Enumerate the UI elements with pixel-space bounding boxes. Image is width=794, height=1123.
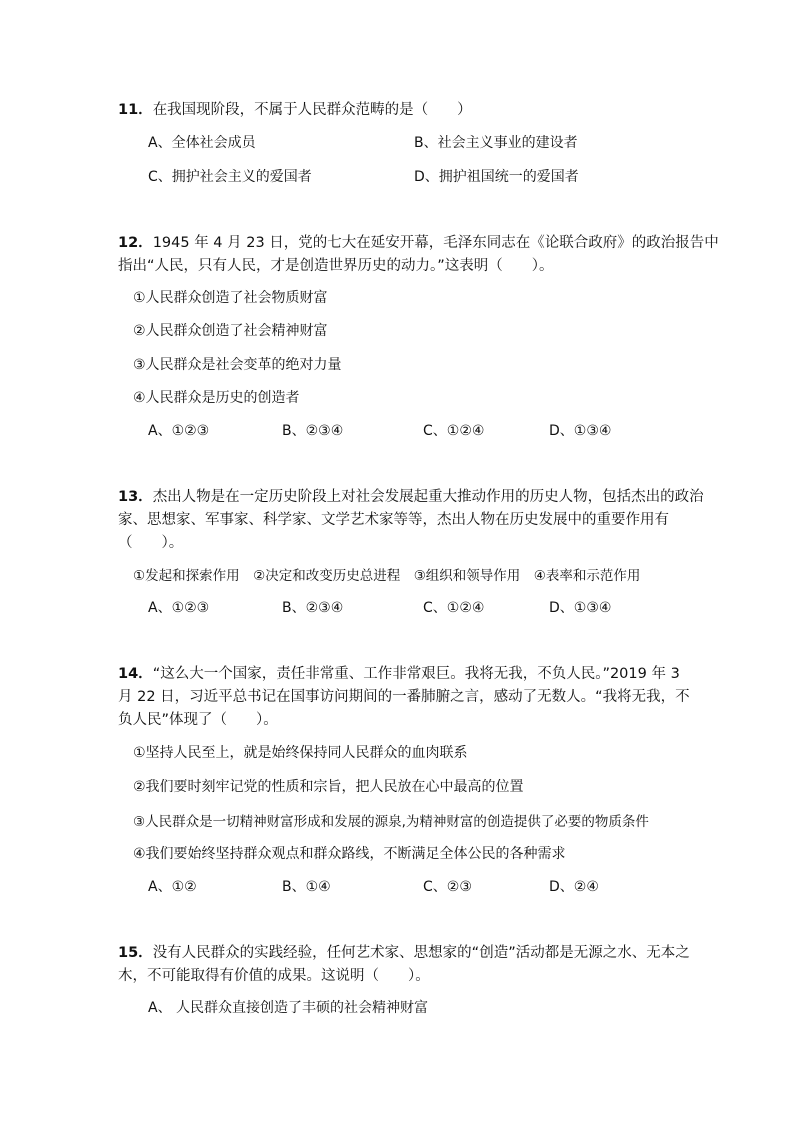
q14-item-3: ③人民群众是一切精神财富形成和发展的源泉,为精神财富的创造提供了必要的物质条件 [133, 814, 649, 830]
q12-option-d[interactable]: D、①③④ [549, 423, 612, 439]
question-12-stem-line-1 [118, 231, 719, 252]
question-15-stem-line-1 [118, 941, 690, 962]
question-number: 14． [118, 666, 153, 682]
question-15-stem-line-2: 木，不可能取得有价值的成果。这说明（ ）。 [118, 968, 430, 984]
question-13-stem-line-2: 家、思想家、军事家、科学家、文学艺术家等等，杰出人物在历史发展中的重要作用有 [118, 512, 669, 528]
q12-item-1: ①人民群众创造了社会物质财富 [133, 290, 328, 306]
q13-option-b[interactable]: B、②③④ [282, 600, 344, 616]
q11-option-c[interactable]: C、拥护社会主义的爱国者 [148, 169, 312, 185]
q14-item-1: ①坚持人民至上，就是始终保持同人民群众的血肉联系 [133, 745, 468, 761]
q15-option-a[interactable]: A、 人民群众直接创造了丰硕的社会精神财富 [148, 1000, 429, 1016]
question-11-stem [118, 98, 472, 119]
question-number: 12． [118, 235, 153, 251]
question-text: 1945 年 4 月 23 日，党的七大在延安开幕，毛泽东同志在《论联合政府》的政治报告中 [152, 235, 719, 251]
question-13-stem-line-3: （ ）。 [118, 535, 184, 551]
question-text: “这么大一个国家，责任非常重、工作非常艰巨。我将无我，不负人民。”2019 年 3 [152, 666, 680, 682]
question-14-stem-line-2: 月 22 日，习近平总书记在国事访问期间的一番肺腑之言，感动了无数人。“我将无我，不 [118, 689, 690, 705]
q12-item-2: ②人民群众创造了社会精神财富 [133, 323, 328, 339]
q13-items: ①发起和探索作用 ②决定和改变历史总进程 ③组织和领导作用 ④表率和示范作用 [133, 568, 641, 584]
q12-option-a[interactable]: A、①②③ [148, 423, 210, 439]
question-text: 没有人民群众的实践经验，任何艺术家、思想家的“创造”活动都是无源之水、无本之 [152, 945, 690, 961]
question-14-stem-line-3: 负人民”体现了（ ）。 [118, 712, 278, 728]
q11-option-a[interactable]: A、全体社会成员 [148, 135, 256, 151]
q14-option-b[interactable]: B、①④ [282, 879, 331, 895]
q13-option-c[interactable]: C、①②④ [423, 600, 485, 616]
q12-item-4: ④人民群众是历史的创造者 [133, 390, 300, 406]
q12-option-b[interactable]: B、②③④ [282, 423, 344, 439]
q13-option-d[interactable]: D、①③④ [549, 600, 612, 616]
q14-option-c[interactable]: C、②③ [423, 879, 472, 895]
question-text: 在我国现阶段，不属于人民群众范畴的是（ ） [152, 102, 472, 118]
q14-item-2: ②我们要时刻牢记党的性质和宗旨，把人民放在心中最高的位置 [133, 779, 524, 795]
question-number: 15． [118, 945, 153, 961]
q12-option-c[interactable]: C、①②④ [423, 423, 485, 439]
question-14-stem-line-1 [118, 662, 680, 683]
question-13-stem-line-1 [118, 485, 704, 506]
q12-item-3: ③人民群众是社会变革的绝对力量 [133, 357, 342, 373]
q14-option-a[interactable]: A、①② [148, 879, 197, 895]
question-12-stem-line-2: 指出“人民，只有人民，才是创造世界历史的动力。”这表明（ ）。 [118, 258, 554, 274]
question-text: 杰出人物是在一定历史阶段上对社会发展起重大推动作用的历史人物，包括杰出的政治 [152, 489, 704, 505]
question-number: 11． [118, 102, 153, 118]
q11-option-b[interactable]: B、社会主义事业的建设者 [414, 135, 578, 151]
q11-option-d[interactable]: D、拥护祖国统一的爱国者 [414, 169, 579, 185]
question-number: 13． [118, 489, 153, 505]
q14-item-4: ④我们要始终坚持群众观点和群众路线，不断满足全体公民的各种需求 [133, 846, 566, 862]
q14-option-d[interactable]: D、②④ [549, 879, 599, 895]
q13-option-a[interactable]: A、①②③ [148, 600, 210, 616]
